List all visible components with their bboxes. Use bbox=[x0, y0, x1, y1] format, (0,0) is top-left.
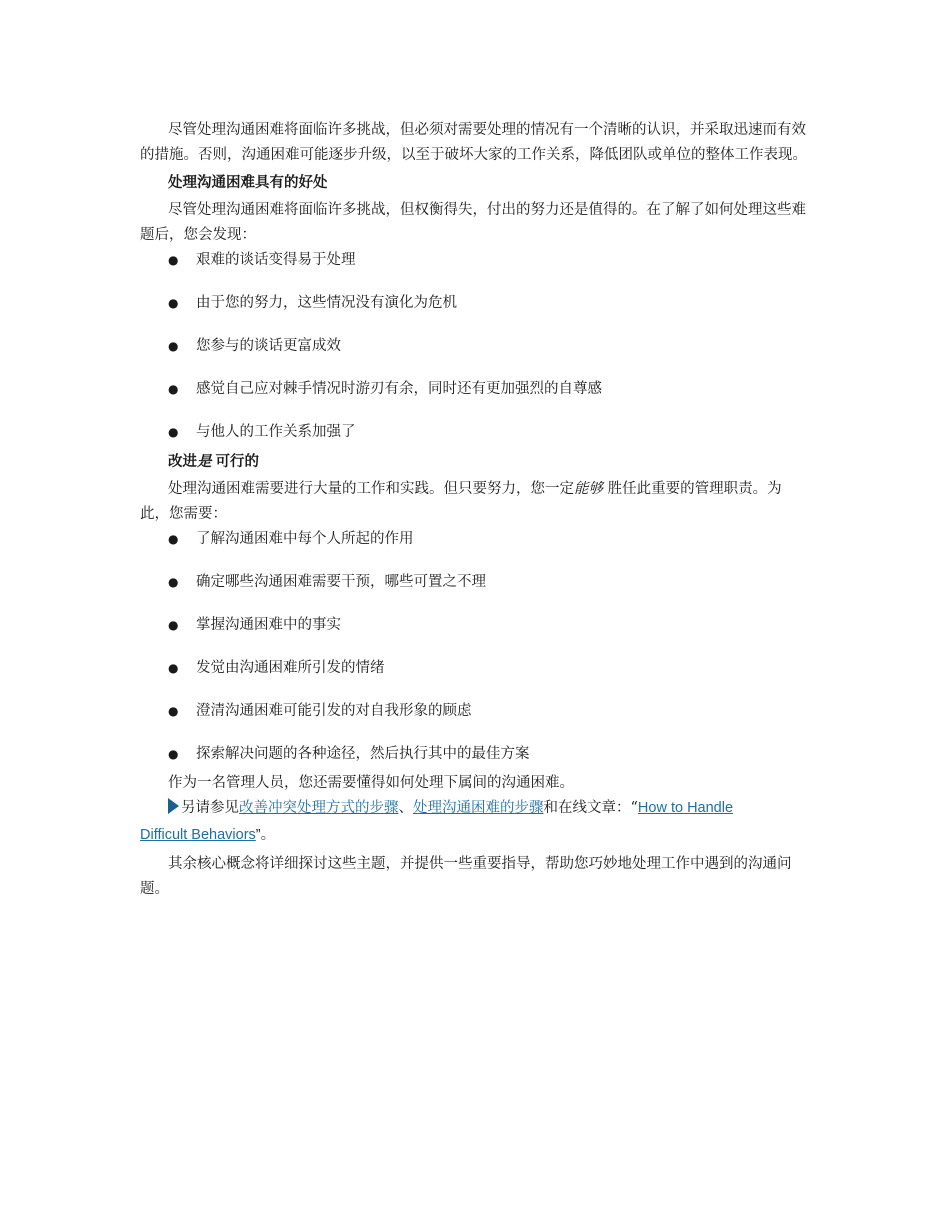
list-item: ● 您参与的谈话更富成效 bbox=[140, 334, 808, 377]
list-item: ● 感觉自己应对棘手情况时游刃有余，同时还有更加强烈的自尊感 bbox=[140, 377, 808, 420]
bullet-dot-icon: ● bbox=[168, 575, 179, 589]
list-item: ● 确定哪些沟通困难需要干预，哪些可置之不理 bbox=[140, 570, 808, 613]
list-item: ● 发觉由沟通困难所引发的情绪 bbox=[140, 656, 808, 699]
bullet-dot-icon: ● bbox=[168, 704, 179, 718]
benefits-paragraph: 尽管处理沟通困难将面临许多挑战，但权衡得失，付出的努力还是值得的。在了解了如何处理这些难题后，您会发现： bbox=[140, 202, 806, 243]
list-item: ● 了解沟通困难中每个人所起的作用 bbox=[140, 527, 808, 570]
bullet-dot-icon: ● bbox=[168, 296, 179, 310]
closing-paragraph: 其余核心概念将详细探讨这些主题，并提供一些重要指导，帮助您巧妙地处理工作中遇到的沟通问题。 bbox=[140, 856, 792, 897]
document-page bbox=[140, 118, 808, 902]
bullet-dot-icon: ● bbox=[168, 661, 179, 675]
list-item: ● 艰难的谈话变得易于处理 bbox=[140, 248, 808, 291]
bullet-dot-icon: ● bbox=[168, 253, 179, 267]
see-also-line: 另请参见改善冲突处理方式的步骤、处理沟通困难的步骤和在线文章：“How to Handle bbox=[168, 796, 808, 821]
list-item: ● 探索解决问题的各种途径，然后执行其中的最佳方案 bbox=[140, 742, 808, 785]
improvement-list bbox=[140, 527, 808, 785]
link-online-article-line1[interactable]: How to Handle bbox=[637, 800, 734, 816]
bullet-dot-icon: ● bbox=[168, 425, 179, 439]
list-item: ● 与他人的工作关系加强了 bbox=[140, 420, 808, 463]
section-heading-benefits: 处理沟通困难具有的好处 bbox=[168, 175, 328, 191]
manager-note-paragraph: 作为一名管理人员，您还需要懂得如何处理下属间的沟通困难。 bbox=[168, 775, 574, 791]
bullet-dot-icon: ● bbox=[168, 747, 179, 761]
improvement-paragraph: 处理沟通困难需要进行大量的工作和实践。但只要努力，您一定能够 胜任此重要的管理职责。为此，您需要： bbox=[140, 481, 782, 522]
link-difficult-communication-steps[interactable]: 处理沟通困难的步骤 bbox=[413, 800, 544, 816]
bullet-dot-icon: ● bbox=[168, 532, 179, 546]
benefits-list bbox=[140, 248, 808, 463]
section-heading-improvement: 改进是 可行的 bbox=[168, 453, 260, 470]
list-item: ● 掌握沟通困难中的事实 bbox=[140, 613, 808, 656]
see-also-continuation: Difficult Behaviors”。 bbox=[140, 827, 276, 843]
intro-paragraph: 尽管处理沟通困难将面临许多挑战，但必须对需要处理的情况有一个清晰的认识，并采取迅速而有效的措施。否则，沟通困难可能逐步升级，以至于破坏大家的工作关系，降低团队或单位的整体工作表现。 bbox=[140, 122, 807, 163]
bullet-dot-icon: ● bbox=[168, 339, 179, 353]
list-item: ● 由于您的努力，这些情况没有演化为危机 bbox=[140, 291, 808, 334]
list-item: ● 澄清沟通困难可能引发的对自我形象的顾虑 bbox=[140, 699, 808, 742]
play-arrow-icon bbox=[168, 798, 179, 814]
bullet-dot-icon: ● bbox=[168, 618, 179, 632]
link-online-article-line2[interactable]: Difficult Behaviors bbox=[140, 827, 256, 843]
link-conflict-steps[interactable]: 改善冲突处理方式的步骤 bbox=[239, 800, 399, 816]
bullet-dot-icon: ● bbox=[168, 382, 179, 396]
